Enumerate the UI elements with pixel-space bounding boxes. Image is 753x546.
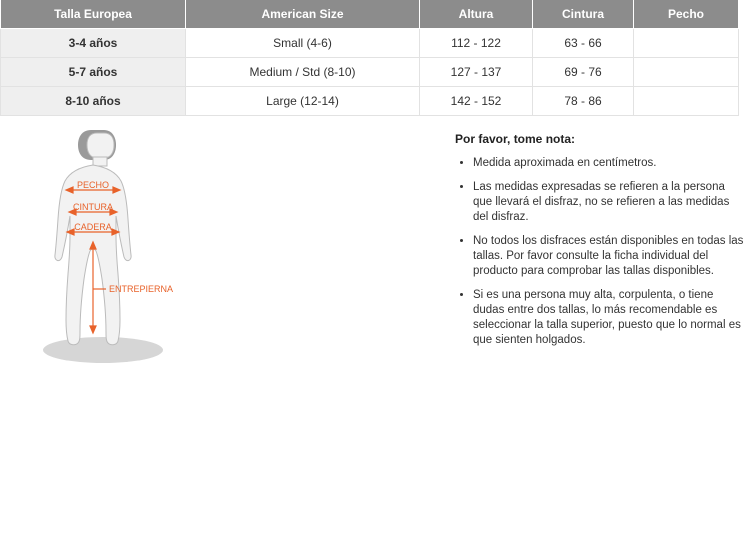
label-entrepierna: ENTREPIERNA	[109, 284, 174, 294]
figure-face	[87, 133, 114, 158]
notes-title: Por favor, tome nota:	[455, 132, 576, 146]
figure-shadow	[43, 337, 163, 363]
label-pecho: PECHO	[76, 180, 110, 190]
notes-list	[455, 156, 745, 348]
cell-talla-europea: 3-4 años	[1, 29, 186, 58]
notes-panel	[455, 132, 745, 357]
inseam-arrow-bottom	[90, 326, 96, 333]
table-row	[1, 58, 739, 87]
size-table	[0, 0, 739, 116]
cell-american-size: Medium / Std (8-10)	[186, 58, 420, 87]
cell-pecho	[634, 87, 739, 116]
note-item: • Medida aproximada en centímetros.	[473, 156, 745, 171]
note-item: • Las medidas expresadas se refieren a la persona que llevará el disfraz, no se refieren a las medidas del disfraz.	[473, 180, 745, 225]
column-header-american-size: American Size	[186, 0, 420, 29]
figure-neck	[93, 157, 107, 166]
cell-altura: 142 - 152	[420, 87, 533, 116]
table-row	[1, 29, 739, 58]
column-header-talla-europea: Talla Europea	[1, 0, 186, 29]
cell-cintura: 63 - 66	[533, 29, 634, 58]
column-header-cintura: Cintura	[533, 0, 634, 29]
cell-talla-europea: 8-10 años	[1, 87, 186, 116]
label-cintura: CINTURA	[73, 202, 113, 212]
label-cadera: CADERA	[74, 222, 112, 232]
measurement-figure	[18, 124, 438, 384]
column-header-altura: Altura	[420, 0, 533, 29]
cell-pecho	[634, 58, 739, 87]
note-item: • Si es una persona muy alta, corpulenta, o tiene dudas entre dos tallas, lo más recomendable es seleccionar la talla superior, puesto que lo normal es que sienten holgados.	[473, 288, 745, 348]
body-diagram-svg	[18, 124, 318, 374]
cell-american-size: Large (12-14)	[186, 87, 420, 116]
table-header-row	[1, 0, 739, 29]
cell-cintura: 69 - 76	[533, 58, 634, 87]
cell-american-size: Small (4-6)	[186, 29, 420, 58]
cell-altura: 112 - 122	[420, 29, 533, 58]
table-row	[1, 87, 739, 116]
cell-altura: 127 - 137	[420, 58, 533, 87]
cell-pecho	[634, 29, 739, 58]
column-header-pecho: Pecho	[634, 0, 739, 29]
note-item: • No todos los disfraces están disponibles en todas las tallas. Por favor consulte la ficha individual del producto para comprobar las tallas disponibles.	[473, 234, 745, 279]
lower-section	[0, 116, 753, 536]
cell-talla-europea: 5-7 años	[1, 58, 186, 87]
cell-cintura: 78 - 86	[533, 87, 634, 116]
